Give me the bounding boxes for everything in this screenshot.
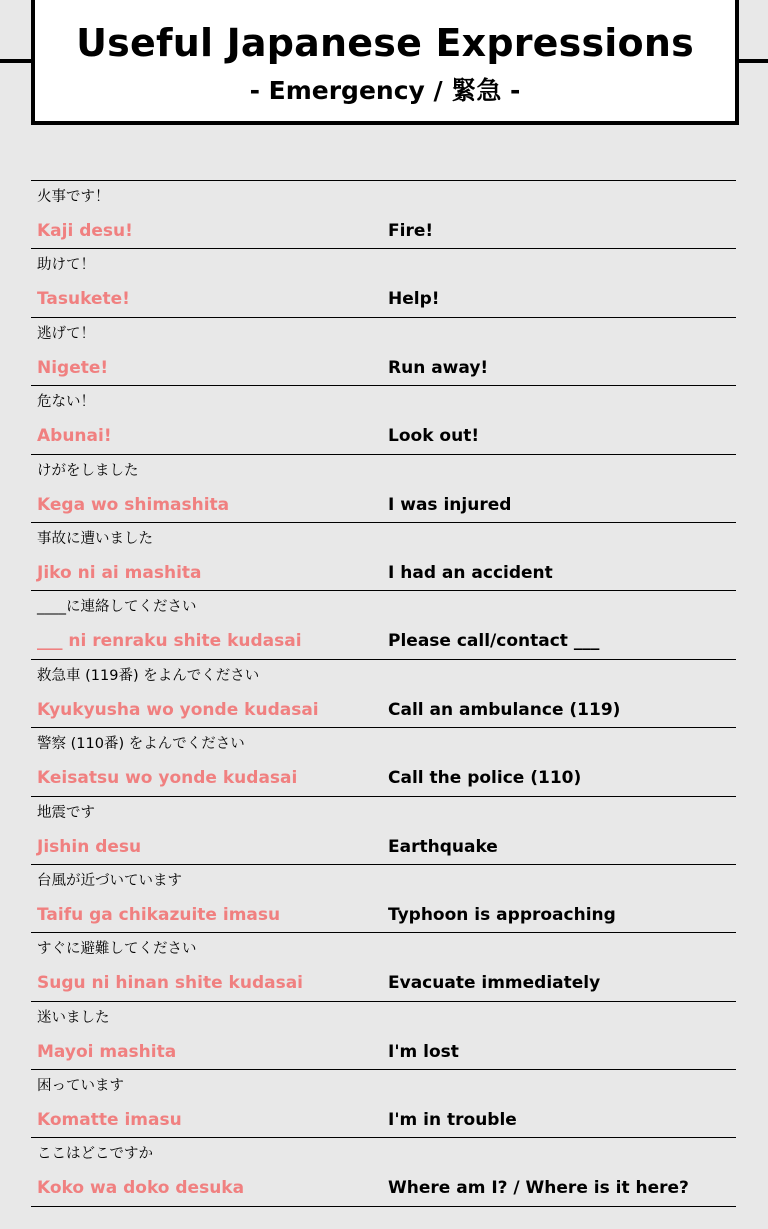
expression-row	[31, 248, 736, 316]
english-translation: Help!	[388, 289, 440, 310]
japanese-text: すぐに避難してください	[37, 941, 197, 958]
japanese-text: けがをしました	[37, 462, 139, 479]
romaji-text: Komatte imasu	[37, 1110, 182, 1131]
english-translation: Fire!	[388, 221, 434, 241]
romaji-text: Koko wa doko desuka	[37, 1178, 245, 1199]
romaji-text: Sugu ni hinan shite kudasai	[37, 973, 303, 994]
romaji-text: Taifu ga chikazuite imasu	[37, 904, 281, 925]
expression-row	[31, 522, 736, 590]
japanese-text: 逃げて！	[37, 325, 95, 342]
romaji-text: Jishin desu	[37, 836, 142, 857]
japanese-text: 台風が近づいています	[37, 872, 182, 889]
romaji-text: Jiko ni ai mashita	[37, 562, 202, 583]
romaji-text: Abunai!	[37, 426, 112, 447]
expression-row	[31, 317, 736, 385]
expression-row	[31, 590, 736, 658]
romaji-text: Kaji desu!	[37, 221, 133, 241]
english-translation: I was injured	[388, 494, 512, 515]
english-translation: Please call/contact ___	[388, 631, 600, 652]
romaji-text: Nigete!	[37, 357, 109, 378]
english-translation: Evacuate immediately	[388, 973, 601, 994]
expressions-table	[31, 180, 736, 1207]
expression-row	[31, 796, 736, 864]
romaji-text: Keisatsu wo yonde kudasai	[37, 768, 298, 789]
english-translation: I had an accident	[388, 562, 553, 583]
expression-row	[31, 932, 736, 1000]
japanese-text: 困っています	[37, 1078, 124, 1095]
header-rule-right	[737, 59, 768, 63]
japanese-text: 事故に遭いました	[37, 530, 153, 547]
japanese-text: 助けて！	[37, 257, 95, 274]
english-translation: Earthquake	[388, 836, 498, 857]
japanese-text: 迷いました	[37, 1009, 110, 1026]
expression-row	[31, 454, 736, 522]
page-title: Useful Japanese Expressions	[76, 21, 694, 65]
expression-row	[31, 1137, 736, 1207]
header	[0, 0, 768, 125]
header-rule-left	[0, 59, 34, 63]
english-translation: Typhoon is approaching	[388, 904, 616, 925]
japanese-text: 救急車 (119番) をよんでください	[37, 667, 260, 684]
japanese-text: 危ない！	[37, 394, 95, 411]
expression-row	[31, 727, 736, 795]
english-translation: Call the police (110)	[388, 768, 582, 789]
romaji-text: Mayoi mashita	[37, 1041, 177, 1062]
page-subtitle: - Emergency / 緊急 -	[249, 76, 521, 105]
expression-row	[31, 180, 736, 248]
expression-row	[31, 864, 736, 932]
japanese-text: 警察 (110番) をよんでください	[37, 736, 245, 753]
romaji-text: Kega wo shimashita	[37, 494, 230, 515]
japanese-text: ____に連絡してください	[37, 599, 197, 616]
expression-row	[31, 1001, 736, 1069]
english-translation: I'm lost	[388, 1041, 459, 1062]
japanese-text: 地震です	[37, 804, 95, 821]
japanese-text: ここはどこですか	[37, 1146, 153, 1163]
expression-row	[31, 659, 736, 727]
expression-row	[31, 385, 736, 453]
japanese-text: 火事です！	[37, 189, 110, 205]
english-translation: Call an ambulance (119)	[388, 699, 621, 720]
title-box	[31, 0, 739, 125]
expression-row	[31, 1069, 736, 1137]
romaji-text: Tasukete!	[37, 289, 130, 310]
english-translation: I'm in trouble	[388, 1110, 517, 1131]
english-translation: Where am I? / Where is it here?	[388, 1178, 689, 1199]
english-translation: Run away!	[388, 357, 489, 378]
romaji-text: ___ ni renraku shite kudasai	[37, 631, 302, 652]
romaji-text: Kyukyusha wo yonde kudasai	[37, 699, 319, 720]
english-translation: Look out!	[388, 426, 480, 447]
